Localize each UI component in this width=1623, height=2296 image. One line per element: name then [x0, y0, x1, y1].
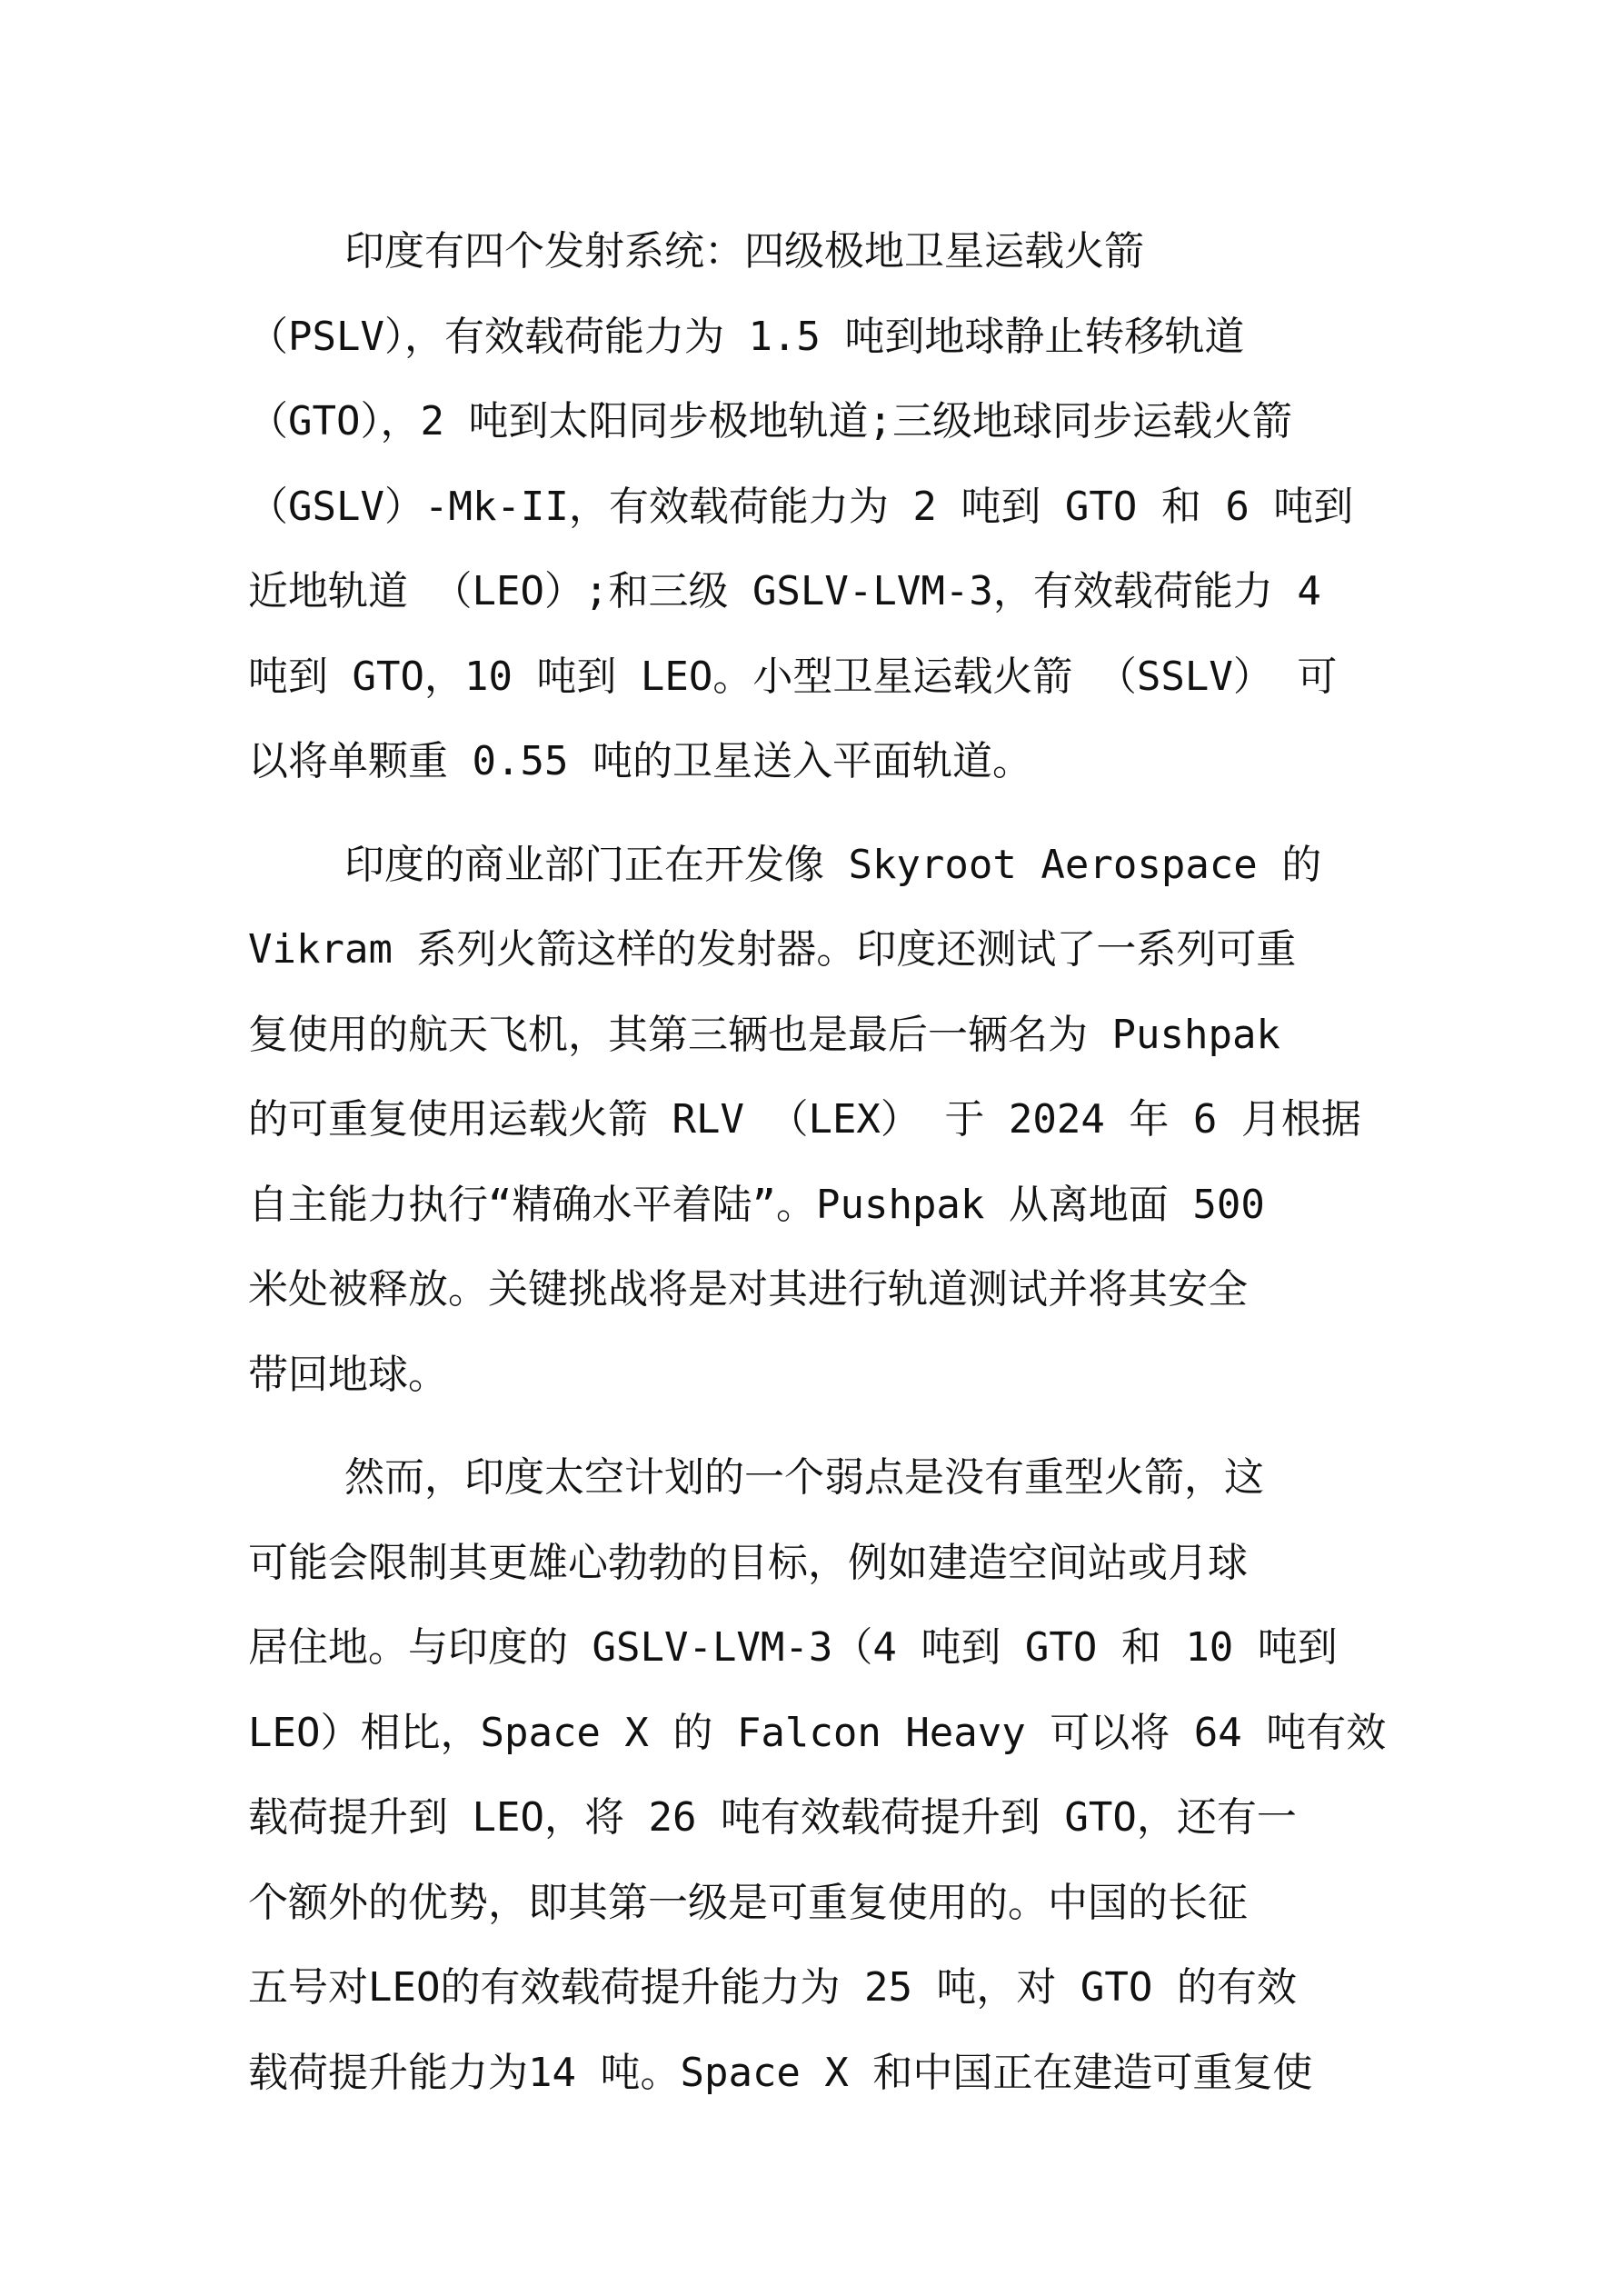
text-line: 载荷提升能力为14 吨。Space X 和中国正在建造可重复使	[248, 2049, 1313, 2096]
text-line: （GSLV）-Mk-II，有效载荷能力为 2 吨到 GTO 和 6 吨到	[248, 483, 1354, 530]
text-line: 个额外的优势，即其第一级是可重复使用的。中国的长征	[248, 1879, 1248, 1926]
text-line: 复使用的航天飞机，其第三辆也是最后一辆名为 Pushpak	[248, 1011, 1280, 1058]
text-line: 以将单颗重 0.55 吨的卫星送入平面轨道。	[248, 738, 1032, 784]
text-line: 吨到 GTO，10 吨到 LEO。小型卫星运载火箭 （SSLV） 可	[248, 653, 1338, 700]
text-line: 自主能力执行“精确水平着陆”。Pushpak 从离地面 500	[248, 1181, 1265, 1228]
text-line: 然而，印度太空计划的一个弱点是没有重型火箭，这	[248, 1454, 1264, 1501]
text-line: 居住地。与印度的 GSLV-LVM-3（4 吨到 GTO 和 10 吨到	[248, 1624, 1338, 1671]
text-line: 五号对LEO的有效载荷提升能力为 25 吨，对 GTO 的有效	[248, 1964, 1297, 2011]
text-line: 的可重复使用运载火箭 RLV （LEX） 于 2024 年 6 月根据	[248, 1096, 1361, 1143]
text-line: Vikram 系列火箭这样的发射器。印度还测试了一系列可重	[248, 926, 1297, 973]
paragraph-2	[248, 823, 1402, 1418]
text-line: 近地轨道 （LEO）;和三级 GSLV-LVM-3，有效载荷能力 4	[248, 568, 1321, 614]
paragraph-3	[248, 1435, 1402, 2115]
text-line: LEO）相比，Space X 的 Falcon Heavy 可以将 64 吨有效	[248, 1709, 1387, 1756]
text-line: 带回地球。	[248, 1351, 448, 1398]
text-line: 印度的商业部门正在开发像 Skyroot Aerospace 的	[248, 841, 1322, 888]
text-line: 印度有四个发射系统：四级极地卫星运载火箭	[248, 228, 1144, 275]
text-line: 载荷提升到 LEO，将 26 吨有效载荷提升到 GTO，还有一	[248, 1794, 1297, 1841]
text-line: （GTO），2 吨到太阳同步极地轨道;三级地球同步运载火箭	[248, 398, 1292, 444]
document-body	[248, 209, 1402, 2133]
text-line: 米处被释放。关键挑战将是对其进行轨道测试并将其安全	[248, 1266, 1248, 1313]
text-line: （PSLV），有效载荷能力为 1.5 吨到地球静止转移轨道	[248, 313, 1245, 360]
paragraph-1	[248, 209, 1402, 804]
text-line: 可能会限制其更雄心勃勃的目标，例如建造空间站或月球	[248, 1539, 1248, 1586]
